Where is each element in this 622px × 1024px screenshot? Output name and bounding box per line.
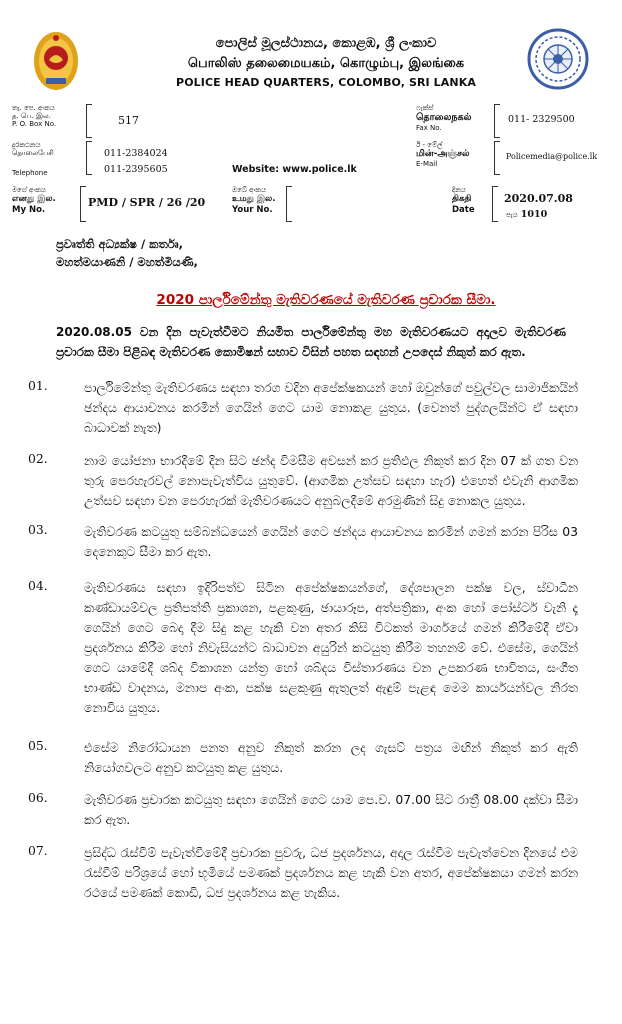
website: Website: www.police.lk bbox=[232, 164, 357, 175]
item-text: නාම යෝජනා භාරදීමේ දින සිට ඡන්ද විමසීම අවසන් කර ප්‍රතිඵල නිකුත් කර දින 07 ක් ගත වන තුරු පෙරහැරවල් නොපැවැත්විය යුතුවේ. (ආගමික උත්සව සඳහා හැර) එහෙත් එවැනි ආගමික උත්සව සඳහා වන පෙරහැරක් මැතිවරණයට අනුබලදීමේ අරමුණින් සිදු නොකල යුතුය. bbox=[84, 453, 578, 508]
my-no-value: PMD / SPR / 26 /20 bbox=[88, 196, 206, 209]
pobox-bracket bbox=[86, 104, 92, 138]
fax-value: 011- 2329500 bbox=[508, 114, 575, 125]
date-value: 2020.07.08 bbox=[504, 192, 573, 205]
fax-bracket bbox=[494, 104, 500, 138]
time-value: පැය 1010 bbox=[506, 209, 548, 220]
item-number: 06. bbox=[28, 790, 48, 805]
telephone-bracket bbox=[86, 141, 92, 175]
email-bracket bbox=[494, 141, 500, 175]
item-number: 07. bbox=[28, 843, 48, 858]
my-no-bracket bbox=[80, 186, 86, 222]
item-number: 04. bbox=[28, 578, 48, 593]
header-sinhala: පොලිස් මූලස්ථානය, කොළඹ, ශ්‍රී ලංකාව bbox=[215, 36, 437, 51]
pobox-label: තැ. පෙ. අංකය த. பெ. இல. P. O. Box No. bbox=[12, 104, 57, 128]
item-number: 03. bbox=[28, 522, 48, 537]
header-english: POLICE HEAD QUARTERS, COLOMBO, SRI LANKA bbox=[176, 76, 476, 89]
fax-label: ෆැක්ස් தொலைநகல் Fax No. bbox=[416, 104, 472, 132]
document-title: 2020 පාර්ලිමේන්තු මැතිවරණයේ මැතිවරණ ප්‍රචාරක සීමා. bbox=[156, 292, 496, 308]
item-text: මැතිවරණ ප්‍රචාරක කටයුතු සඳහා ගෙයින් ගෙට යාම පෙ.ව. 07.00 සිට රාත්‍රී 08.00 දක්වා සීමා කර ඇත. bbox=[84, 792, 578, 827]
date-bracket bbox=[492, 186, 498, 222]
item-text: මැතිවරණය සඳහා ඉදිරිපත්ව සිටින අපේක්ෂකයන්ගේ, දේශපාලන පක්ෂ වල, ස්වාධීන කණ්ඩායම්වල ප්‍රතිපත්ති ප්‍රකාශන, පළකුණු, ඡායාරූප, අත්පත්‍රිකා, අංක හෝ පෝස්ටර් වැනි දෑ ගෙයින් ගෙට බෙදා දීම සිදු කළ හැකි වන අතර කිසි විටකත් මාර්ගයේ ගමන් කිරීමේදී ඒවා ප්‍රදර්ශනය කිරීම හෝ නිවැසියන්ට බාධාවන අයුරින් කටයුතු කිරීම තහනම් වේ. එසේම, ගෙයින් ගෙට යාමේදී ශබ්ද විකාශන යන්ත්‍ර හෝ ශබ්දය විස්තාරණය වන උපකරණ භාවිතය, සංගීත භාණ්ඩ වාදනය, මනාප අංක, පක්ෂ සළකුණු ඇතුලත් ඇඳුම් පැළඳ මෙම කාර්යයන්වල නිරත නොවිය යුතුය. bbox=[84, 580, 578, 715]
salutation-line-2: මහත්මයාණනි / මහත්මියණි, bbox=[56, 255, 198, 269]
header-tamil: பொலிஸ் தலைமையகம், கொழும்பு, இலங்கை bbox=[187, 56, 465, 71]
your-no-bracket bbox=[286, 186, 292, 222]
item-number: 05. bbox=[28, 738, 48, 753]
item-text: ප්‍රසිද්ධ රැස්වීම් පැවැත්වීමේදී ප්‍රචාරක පුවරු, ධජ ප්‍රදර්ශනය, අදාල රැස්වීම පැවැත්වෙන දිනයේ එම රැස්වීම් පරිශ්‍රයේ හෝ භූමියේ පමණක් ප්‍රදර්ශනය කළ හැකි වන අතර, අපේක්ෂකයා ගමන් කරන රථයේ පමණක් කොඩි, ධජ ප්‍රදර්ශනය කළ හැකිය. bbox=[84, 845, 578, 900]
intro-paragraph: 2020.08.05 වන දින පැවැත්වීමට නියමිත පාර්ලිමේන්තු මහ මැතිවරණයට අදාලව මැතිවරණ ප්‍රචාරක සීමා පිළිබඳ මැතිවරණ කොමිෂන් සභාව විසින් පහත සඳහන් උපදෙස් නිකුත් කර ඇත. bbox=[56, 325, 566, 359]
telephone-label: දුරකථනය தொலைபேசி Telephone bbox=[12, 141, 54, 177]
salutation-line-1: ප්‍රවෘත්ති අධ්‍යක්ෂ / කර්තෘ, bbox=[56, 237, 183, 251]
your-no-label: ඔබේ අංකය உமது இல. Your No. bbox=[232, 186, 276, 215]
telephone-value-2: 011-2395605 bbox=[104, 164, 168, 175]
email-label: ඊ - මේල් மின்-அஞ்சல் E-Mail bbox=[416, 141, 470, 168]
item-number: 02. bbox=[28, 451, 48, 466]
item-text: එසේම නිරෝධායන පනත අනුව නිකුත් කරන ලද ගැසට් පත්‍රය මඟින් නිකුත් කර ඇති නියෝගවලට අනුව කටයුතු කළ යුතුය. bbox=[84, 740, 578, 775]
item-text: පාර්ලිමේන්තු මැතිවරණය සඳහා තරග වදින අපේක්ෂකයන් හෝ ඔවුන්ගේ පවුල්වල සාමාජිකයින් ඡන්දය ආයාචනය කරමින් ගෙයින් ගෙට යාම නොකළ යුතුය. (වෙනත් පුද්ගලයින්ට ඒ සඳහා බාධාවක් නැත) bbox=[84, 380, 578, 435]
pobox-value: 517 bbox=[118, 114, 139, 127]
date-label: දිනය திகதி Date bbox=[452, 186, 475, 215]
email-value: Policemedia@police.lk bbox=[506, 152, 598, 161]
item-text: මැතිවරණ කටයුතු සම්බන්ධයෙන් ගෙයින් ගෙට ඡන්දය ආයාචනය කරමින් ගමන් කරන පිරිස 03 දෙනෙකුට සීමා කර ඇත. bbox=[84, 524, 578, 559]
telephone-value-1: 011-2384024 bbox=[104, 148, 168, 159]
my-no-label: මගේ අංකය எனது இல. My No. bbox=[12, 186, 56, 215]
item-number: 01. bbox=[28, 378, 48, 393]
